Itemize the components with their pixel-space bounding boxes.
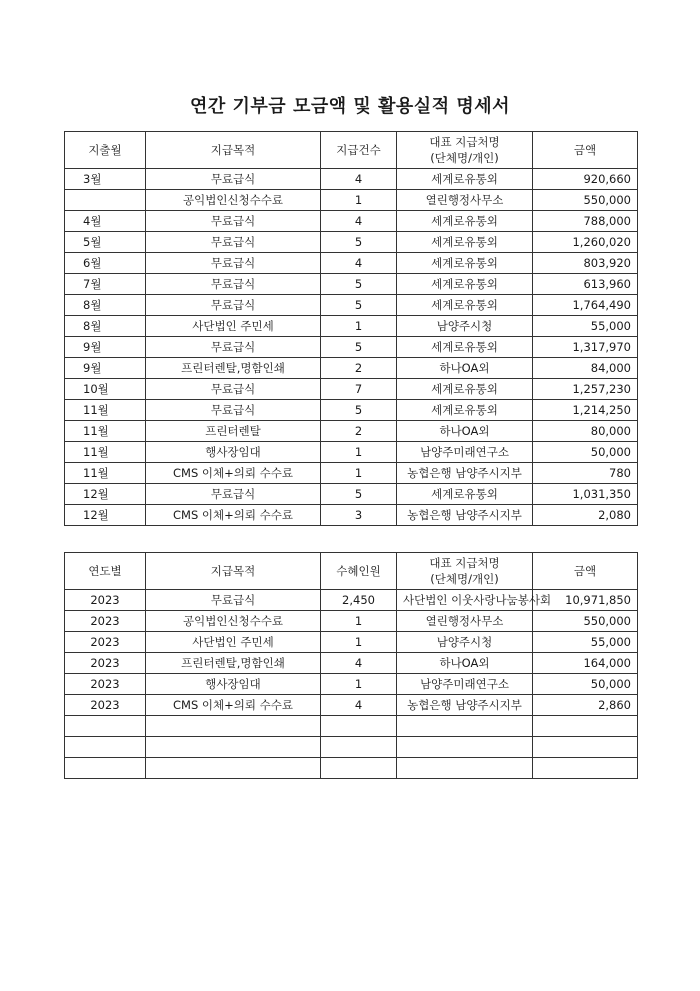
cell-year: 2023 (65, 674, 146, 695)
cell-purpose: 행사장임대 (146, 674, 321, 695)
header-purpose: 지급목적 (146, 553, 321, 590)
header-month: 지출월 (65, 132, 146, 169)
cell-month (65, 190, 146, 211)
cell-count: 1 (321, 463, 397, 484)
cell-recipient: 세계로유통외 (397, 484, 533, 505)
table-row (65, 611, 638, 632)
cell-purpose: 무료급식 (146, 379, 321, 400)
cell-recipient: 농협은행 남양주시지부 (397, 505, 533, 526)
cell-beneficiaries: 1 (321, 674, 397, 695)
cell-month: 6월 (65, 253, 146, 274)
cell-recipient: 농협은행 남양주시지부 (397, 463, 533, 484)
cell-month: 8월 (65, 295, 146, 316)
cell-recipient: 세계로유통외 (397, 232, 533, 253)
table-row (65, 358, 638, 379)
cell-year: 2023 (65, 632, 146, 653)
header-year: 연도별 (65, 553, 146, 590)
cell-amount: 1,214,250 (533, 400, 638, 421)
cell-amount: 613,960 (533, 274, 638, 295)
cell-count: 7 (321, 379, 397, 400)
table-row (65, 379, 638, 400)
monthly-expenditure-table (64, 131, 638, 526)
cell-month: 3월 (65, 169, 146, 190)
table-header-row (65, 553, 638, 590)
cell-count: 4 (321, 211, 397, 232)
table-row (65, 232, 638, 253)
cell-amount: 788,000 (533, 211, 638, 232)
cell-recipient: 남양주미래연구소 (397, 674, 533, 695)
cell-recipient: 남양주미래연구소 (397, 442, 533, 463)
cell-purpose: 무료급식 (146, 295, 321, 316)
cell-count: 2 (321, 358, 397, 379)
cell-month: 11월 (65, 400, 146, 421)
table-row (65, 653, 638, 674)
cell-count: 5 (321, 484, 397, 505)
cell-amount: 803,920 (533, 253, 638, 274)
page-title: 연간 기부금 모금액 및 활용실적 명세서 (189, 96, 511, 117)
cell-recipient: 세계로유통외 (397, 295, 533, 316)
cell-amount: 920,660 (533, 169, 638, 190)
table-row (65, 337, 638, 358)
cell-count: 5 (321, 400, 397, 421)
cell-purpose (146, 716, 321, 737)
cell-recipient (397, 758, 533, 779)
table-row (65, 253, 638, 274)
cell-count: 5 (321, 295, 397, 316)
cell-amount (533, 737, 638, 758)
cell-purpose: CMS 이체+의뢰 수수료 (146, 505, 321, 526)
yearly-summary-table (64, 552, 638, 779)
table-row (65, 421, 638, 442)
cell-amount: 84,000 (533, 358, 638, 379)
cell-purpose: 무료급식 (146, 232, 321, 253)
table-row (65, 190, 638, 211)
cell-purpose: CMS 이체+의뢰 수수료 (146, 463, 321, 484)
table-row (65, 590, 638, 611)
cell-year: 2023 (65, 590, 146, 611)
table-row (65, 484, 638, 505)
cell-amount: 1,317,970 (533, 337, 638, 358)
cell-beneficiaries (321, 758, 397, 779)
cell-recipient (397, 716, 533, 737)
cell-month: 12월 (65, 505, 146, 526)
cell-purpose: 공익법인신청수수료 (146, 611, 321, 632)
cell-purpose: 행사장임대 (146, 442, 321, 463)
cell-amount: 1,260,020 (533, 232, 638, 253)
header-recipient-line1: 대표 지급처명 (429, 556, 500, 570)
cell-count: 2 (321, 421, 397, 442)
cell-beneficiaries: 4 (321, 695, 397, 716)
table-row (65, 295, 638, 316)
cell-month: 9월 (65, 358, 146, 379)
cell-amount: 1,764,490 (533, 295, 638, 316)
cell-beneficiaries: 1 (321, 611, 397, 632)
cell-beneficiaries: 2,450 (321, 590, 397, 611)
cell-recipient: 열린행정사무소 (397, 190, 533, 211)
cell-amount (533, 716, 638, 737)
monthly-expenditure-body (65, 169, 638, 526)
table-row (65, 758, 638, 779)
cell-recipient: 세계로유통외 (397, 337, 533, 358)
cell-recipient: 하나OA외 (397, 358, 533, 379)
cell-purpose: 무료급식 (146, 400, 321, 421)
cell-amount: 1,031,350 (533, 484, 638, 505)
cell-beneficiaries: 4 (321, 653, 397, 674)
header-recipient-line2: (단체명/개인) (430, 151, 499, 165)
cell-count: 3 (321, 505, 397, 526)
cell-count: 5 (321, 337, 397, 358)
header-amount: 금액 (533, 132, 638, 169)
table-row (65, 716, 638, 737)
cell-amount: 2,080 (533, 505, 638, 526)
cell-amount: 550,000 (533, 611, 638, 632)
cell-month: 4월 (65, 211, 146, 232)
cell-count: 4 (321, 253, 397, 274)
cell-recipient: 세계로유통외 (397, 253, 533, 274)
table-row (65, 463, 638, 484)
cell-recipient: 세계로유통외 (397, 379, 533, 400)
cell-purpose: 무료급식 (146, 337, 321, 358)
cell-recipient: 농협은행 남양주시지부 (397, 695, 533, 716)
table-header-row (65, 132, 638, 169)
table-row (65, 169, 638, 190)
cell-year: 2023 (65, 695, 146, 716)
cell-recipient: 세계로유통외 (397, 211, 533, 232)
cell-recipient: 남양주시청 (397, 632, 533, 653)
cell-count: 5 (321, 232, 397, 253)
cell-purpose: 무료급식 (146, 253, 321, 274)
cell-recipient: 하나OA외 (397, 653, 533, 674)
cell-purpose: 사단법인 주민세 (146, 316, 321, 337)
table-row (65, 674, 638, 695)
cell-count: 1 (321, 442, 397, 463)
cell-month: 5월 (65, 232, 146, 253)
header-recipient (397, 553, 533, 590)
cell-month: 9월 (65, 337, 146, 358)
cell-purpose: 공익법인신청수수료 (146, 190, 321, 211)
cell-year (65, 716, 146, 737)
cell-amount: 80,000 (533, 421, 638, 442)
cell-amount: 55,000 (533, 632, 638, 653)
cell-recipient: 남양주시청 (397, 316, 533, 337)
cell-amount (533, 758, 638, 779)
table-row (65, 274, 638, 295)
cell-month: 11월 (65, 421, 146, 442)
cell-purpose: 프린터렌탈,명함인쇄 (146, 358, 321, 379)
table-row (65, 695, 638, 716)
table-row (65, 316, 638, 337)
cell-beneficiaries (321, 737, 397, 758)
cell-month: 12월 (65, 484, 146, 505)
cell-amount: 50,000 (533, 442, 638, 463)
cell-recipient: 세계로유통외 (397, 400, 533, 421)
cell-month: 10월 (65, 379, 146, 400)
table-row (65, 632, 638, 653)
cell-month: 11월 (65, 463, 146, 484)
cell-purpose: 프린터렌탈,명함인쇄 (146, 653, 321, 674)
table-row (65, 211, 638, 232)
cell-beneficiaries (321, 716, 397, 737)
yearly-summary-body (65, 590, 638, 779)
cell-count: 4 (321, 169, 397, 190)
table-row (65, 737, 638, 758)
table-row (65, 505, 638, 526)
cell-recipient: 사단법인 이웃사랑나눔봉사회 (397, 590, 533, 611)
header-amount: 금액 (533, 553, 638, 590)
cell-recipient: 세계로유통외 (397, 169, 533, 190)
header-count: 지급건수 (321, 132, 397, 169)
cell-count: 1 (321, 190, 397, 211)
header-beneficiaries: 수혜인원 (321, 553, 397, 590)
table-row (65, 442, 638, 463)
cell-month: 8월 (65, 316, 146, 337)
cell-purpose: 무료급식 (146, 274, 321, 295)
header-recipient-line1: 대표 지급처명 (429, 135, 500, 149)
cell-year (65, 737, 146, 758)
cell-recipient: 하나OA외 (397, 421, 533, 442)
cell-purpose: 무료급식 (146, 484, 321, 505)
cell-amount: 2,860 (533, 695, 638, 716)
cell-purpose: 무료급식 (146, 211, 321, 232)
table-row (65, 400, 638, 421)
cell-amount: 780 (533, 463, 638, 484)
cell-year: 2023 (65, 611, 146, 632)
cell-amount: 1,257,230 (533, 379, 638, 400)
cell-recipient: 세계로유통외 (397, 274, 533, 295)
cell-count: 5 (321, 274, 397, 295)
cell-amount: 164,000 (533, 653, 638, 674)
cell-amount: 50,000 (533, 674, 638, 695)
header-recipient (397, 132, 533, 169)
cell-year (65, 758, 146, 779)
cell-recipient (397, 737, 533, 758)
cell-month: 7월 (65, 274, 146, 295)
cell-purpose (146, 737, 321, 758)
cell-amount: 10,971,850 (533, 590, 638, 611)
cell-count: 1 (321, 316, 397, 337)
cell-purpose (146, 758, 321, 779)
cell-amount: 55,000 (533, 316, 638, 337)
cell-beneficiaries: 1 (321, 632, 397, 653)
header-recipient-line2: (단체명/개인) (430, 572, 499, 586)
cell-amount: 550,000 (533, 190, 638, 211)
cell-purpose: 무료급식 (146, 590, 321, 611)
cell-purpose: 프린터렌탈 (146, 421, 321, 442)
cell-purpose: CMS 이체+의뢰 수수료 (146, 695, 321, 716)
cell-purpose: 사단법인 주민세 (146, 632, 321, 653)
cell-recipient: 열린행정사무소 (397, 611, 533, 632)
cell-month: 11월 (65, 442, 146, 463)
cell-purpose: 무료급식 (146, 169, 321, 190)
header-purpose: 지급목적 (146, 132, 321, 169)
cell-year: 2023 (65, 653, 146, 674)
